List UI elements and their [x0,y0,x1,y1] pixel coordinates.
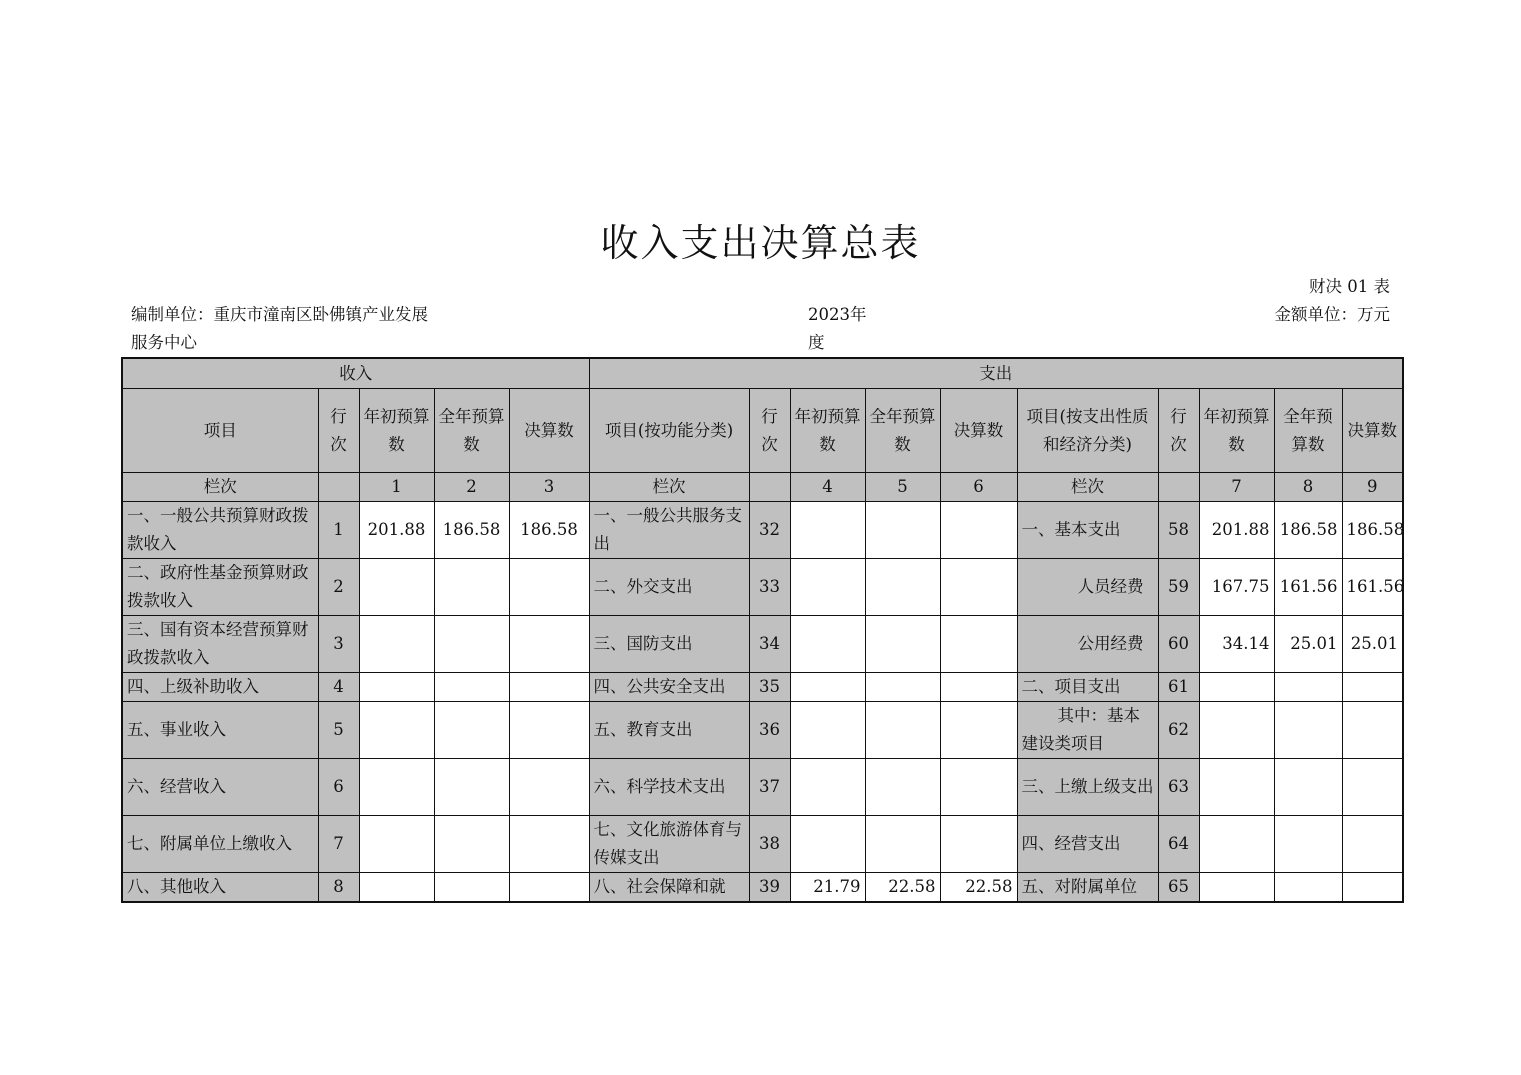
value-cell [359,673,434,702]
value-cell [434,816,509,873]
value-cell [940,816,1017,873]
column-label: 栏次 [122,473,318,502]
table-row [122,673,1403,702]
value-cell: 25.01 [1274,616,1342,673]
header-full-budget: 全年预算数 [865,389,940,473]
value-cell [509,673,589,702]
value-cell [1342,673,1403,702]
value-cell [509,616,589,673]
year-label: 2023年度 [808,305,867,352]
income-item: 二、政府性基金预算财政拨款收入 [122,559,318,616]
value-cell [509,559,589,616]
value-cell: 22.58 [865,873,940,903]
income-item: 一、一般公共预算财政拨款收入 [122,502,318,559]
value-cell [865,616,940,673]
econ-item: 二、项目支出 [1017,673,1158,702]
header-final: 决算数 [1342,389,1403,473]
value-cell: 21.79 [790,873,865,903]
value-cell [359,559,434,616]
value-cell [359,616,434,673]
value-cell [434,873,509,903]
value-cell [1342,759,1403,816]
row-number: 5 [318,702,359,759]
row-number: 35 [749,673,790,702]
header-item-func: 项目(按功能分类) [589,389,749,473]
value-cell: 161.56 [1342,559,1403,616]
value-cell: 34.14 [1199,616,1274,673]
header-row-no: 行次 [749,389,790,473]
header-final: 决算数 [509,389,589,473]
row-number: 33 [749,559,790,616]
func-item: 五、教育支出 [589,702,749,759]
header-item: 项目 [122,389,318,473]
header-row-no: 行次 [1158,389,1199,473]
value-cell: 25.01 [1342,616,1403,673]
header-row-no: 行次 [318,389,359,473]
row-number: 6 [318,759,359,816]
value-cell [509,873,589,903]
table-row [122,702,1403,759]
table-row [122,559,1403,616]
value-cell: 186.58 [1274,502,1342,559]
header-initial-budget: 年初预算数 [359,389,434,473]
func-item: 一、一般公共服务支出 [589,502,749,559]
row-number: 64 [1158,816,1199,873]
value-cell: 201.88 [359,502,434,559]
row-number: 32 [749,502,790,559]
func-item: 八、社会保障和就 [589,873,749,903]
income-item: 三、国有资本经营预算财政拨款收入 [122,616,318,673]
value-cell [1199,759,1274,816]
row-number: 3 [318,616,359,673]
row-number: 8 [318,873,359,903]
row-number: 1 [318,502,359,559]
income-item: 八、其他收入 [122,873,318,903]
row-number: 63 [1158,759,1199,816]
value-cell [434,759,509,816]
value-cell [865,673,940,702]
value-cell [940,616,1017,673]
value-cell [865,502,940,559]
value-cell [790,702,865,759]
column-label: 栏次 [1017,473,1158,502]
value-cell [434,673,509,702]
column-label: 栏次 [589,473,749,502]
econ-item: 四、经营支出 [1017,816,1158,873]
value-cell [865,816,940,873]
header-initial-budget: 年初预算数 [790,389,865,473]
value-cell [790,673,865,702]
header-final: 决算数 [940,389,1017,473]
value-cell [1274,759,1342,816]
value-cell [940,759,1017,816]
func-item: 二、外交支出 [589,559,749,616]
column-number: 1 [359,473,434,502]
func-item: 六、科学技术支出 [589,759,749,816]
value-cell [434,559,509,616]
value-cell [1199,702,1274,759]
value-cell: 186.58 [434,502,509,559]
value-cell [509,759,589,816]
header-full-budget: 全年预算数 [434,389,509,473]
value-cell [509,816,589,873]
value-cell [865,702,940,759]
value-cell [1274,873,1342,903]
header-initial-budget: 年初预算数 [1199,389,1274,473]
func-item: 七、文化旅游体育与传媒支出 [589,816,749,873]
column-number: 6 [940,473,1017,502]
row-number: 36 [749,702,790,759]
value-cell [940,673,1017,702]
row-number: 61 [1158,673,1199,702]
form-code: 财决 01 表 [1309,277,1390,296]
income-item: 四、上级补助收入 [122,673,318,702]
final-accounts-table [121,357,1404,903]
column-number: 3 [509,473,589,502]
value-cell [790,502,865,559]
value-cell [865,759,940,816]
column-number [1158,473,1199,502]
value-cell [1274,702,1342,759]
value-cell [359,816,434,873]
value-cell [940,702,1017,759]
value-cell: 22.58 [940,873,1017,903]
page-title: 收入支出决算总表 [600,221,921,265]
econ-item: 人员经费 [1017,559,1158,616]
value-cell [509,702,589,759]
table-row [122,759,1403,816]
table-row [122,616,1403,673]
value-cell: 201.88 [1199,502,1274,559]
econ-item: 三、上缴上级支出 [1017,759,1158,816]
income-item: 六、经营收入 [122,759,318,816]
income-item: 五、事业收入 [122,702,318,759]
value-cell [1274,673,1342,702]
value-cell [434,616,509,673]
row-number: 62 [1158,702,1199,759]
table-row [122,873,1403,903]
column-number: 9 [1342,473,1403,502]
value-cell [1199,816,1274,873]
row-number: 65 [1158,873,1199,903]
value-cell [1199,673,1274,702]
row-number: 58 [1158,502,1199,559]
value-cell [940,502,1017,559]
value-cell [1199,873,1274,903]
func-item: 三、国防支出 [589,616,749,673]
column-number: 4 [790,473,865,502]
row-number: 37 [749,759,790,816]
income-section-header: 收入 [122,358,589,389]
value-cell: 186.58 [509,502,589,559]
table-row [122,816,1403,873]
value-cell [865,559,940,616]
value-cell [359,702,434,759]
value-cell [1342,873,1403,903]
column-number: 7 [1199,473,1274,502]
value-cell: 161.56 [1274,559,1342,616]
income-item: 七、附属单位上缴收入 [122,816,318,873]
value-cell [359,873,434,903]
value-cell [1342,816,1403,873]
expense-section-header: 支出 [589,358,1403,389]
func-item: 四、公共安全支出 [589,673,749,702]
header-item-econ: 项目(按支出性质和经济分类) [1017,389,1158,473]
value-cell [940,559,1017,616]
amount-unit: 金额单位：万元 [1274,305,1390,324]
value-cell [1274,816,1342,873]
row-number: 34 [749,616,790,673]
unit-label: 编制单位：重庆市潼南区卧佛镇产业发展服务中心 [131,305,428,352]
value-cell [790,616,865,673]
econ-item: 一、基本支出 [1017,502,1158,559]
value-cell: 167.75 [1199,559,1274,616]
header-full-budget: 全年预算数 [1274,389,1342,473]
value-cell [790,759,865,816]
econ-item: 五、对附属单位 [1017,873,1158,903]
row-number: 7 [318,816,359,873]
value-cell [790,559,865,616]
row-number: 60 [1158,616,1199,673]
value-cell [790,816,865,873]
econ-item: 公用经费 [1017,616,1158,673]
column-number [318,473,359,502]
row-number: 59 [1158,559,1199,616]
row-number: 38 [749,816,790,873]
row-number: 4 [318,673,359,702]
row-number: 39 [749,873,790,903]
econ-item: 其中：基本建设类项目 [1017,702,1158,759]
column-number: 8 [1274,473,1342,502]
column-number: 5 [865,473,940,502]
value-cell [434,702,509,759]
row-number: 2 [318,559,359,616]
column-number: 2 [434,473,509,502]
value-cell [1342,702,1403,759]
value-cell: 186.58 [1342,502,1403,559]
column-number [749,473,790,502]
table-row [122,502,1403,559]
value-cell [359,759,434,816]
